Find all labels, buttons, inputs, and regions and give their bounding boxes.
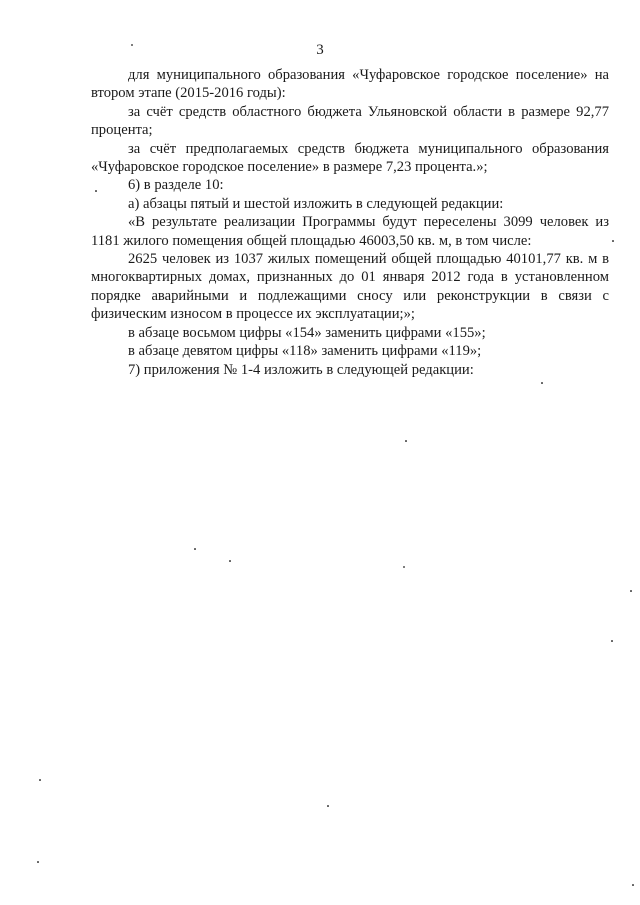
paragraph-resettlement-total: «В результате реализации Программы будут переселены 3099 человек из 1181 жилого помещения общей площадью 46003,50 кв. м, в том числе: xyxy=(91,214,609,249)
paragraph-stage-two: для муниципального образования «Чуфаровское городское поселение» на втором этапе (2015-2016 годы): xyxy=(91,67,609,102)
scan-speck xyxy=(37,861,39,863)
scan-speck xyxy=(95,190,97,192)
scan-speck xyxy=(630,590,632,592)
paragraph-amend-fifth-sixth: а) абзацы пятый и шестой изложить в следующей редакции: xyxy=(128,195,504,212)
scan-speck xyxy=(405,440,407,442)
scan-speck xyxy=(403,566,405,568)
scan-speck xyxy=(39,779,41,781)
scan-speck xyxy=(612,240,614,242)
page-number: 3 xyxy=(316,42,324,58)
scan-speck xyxy=(541,382,543,384)
document-body xyxy=(91,66,609,379)
paragraph-eighth-amendment: в абзаце восьмом цифры «154» заменить цифрами «155»; xyxy=(128,324,486,341)
scan-speck xyxy=(611,640,613,642)
paragraph-appendices: 7) приложения № 1-4 изложить в следующей редакции: xyxy=(128,361,474,378)
scan-speck xyxy=(632,884,634,886)
scan-speck xyxy=(131,44,133,46)
paragraph-municipal-budget: за счёт предполагаемых средств бюджета муниципального образования «Чуфаровское городское поселение» в размере 7,23 процента.»; xyxy=(91,140,609,176)
paragraph-regional-budget: за счёт средств областного бюджета Ульяновской области в размере 92,77 процента; xyxy=(91,103,609,139)
scan-speck xyxy=(194,548,196,550)
paragraph-ninth-amendment: в абзаце девятом цифры «118» заменить цифрами «119»; xyxy=(128,343,482,360)
scan-speck xyxy=(229,560,231,562)
scan-speck xyxy=(327,805,329,807)
paragraph-resettlement-emergency: 2625 человек из 1037 жилых помещений общей площадью 40101,77 кв. м в многоквартирных домах, признанных до 01 января 2012 года в установленном порядке аварийными и подлежащими сносу или реконструкции в связи с физическим износом в процессе их эксплуатации;»; xyxy=(91,251,609,323)
paragraph-section-10: 6) в разделе 10: xyxy=(128,177,224,194)
